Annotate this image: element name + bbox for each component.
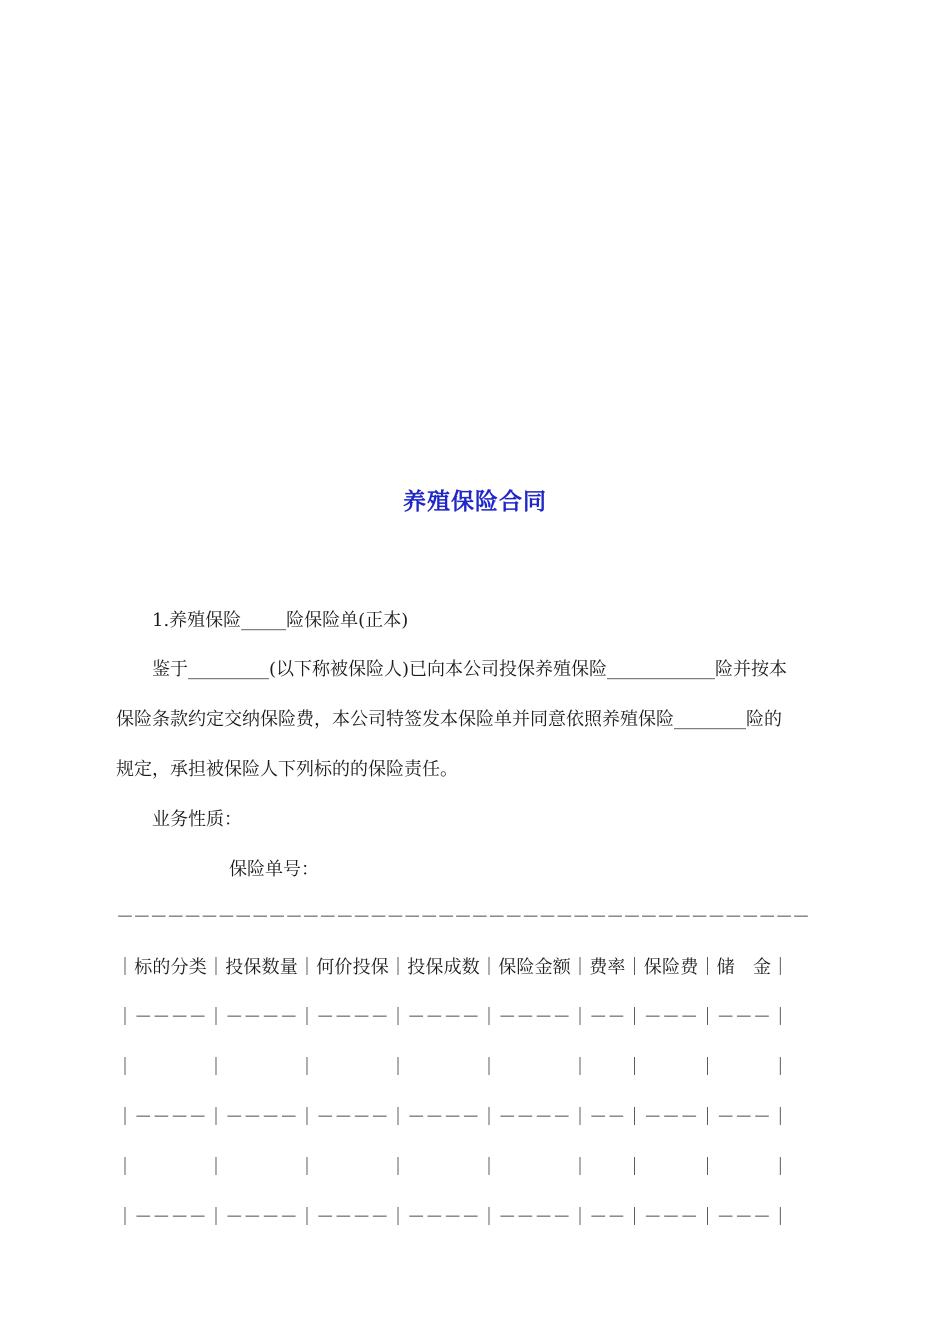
page-title: 养殖保险合同 — [403, 489, 547, 515]
table-separator-row: ｜－－－－｜－－－－｜－－－－｜－－－－｜－－－－｜－－｜－－－｜－－－｜ — [116, 1107, 790, 1128]
section-heading: 1.养殖保险_____险保险单(正本) — [152, 610, 409, 631]
policy-number-label: 保险单号： — [229, 859, 319, 880]
body-paragraph-line-1: 鉴于_________(以下称被保险人)已向本公司投保养殖保险____________险并按本 — [152, 659, 788, 680]
body-paragraph-line-2: 保险条款约定交纳保险费，本公司特签发本保险单并同意依照养殖保险________险的 — [116, 709, 782, 730]
table-separator-row: ｜－－－－｜－－－－｜－－－－｜－－－－｜－－－－｜－－｜－－－｜－－－｜ — [116, 1207, 790, 1228]
table-header-row: ｜标的分类｜投保数量｜何价投保｜投保成数｜保险金额｜费率｜保险费｜储 金｜ — [116, 957, 790, 978]
table-separator-row: ｜－－－－｜－－－－｜－－－－｜－－－－｜－－－－｜－－｜－－－｜－－－｜ — [116, 1007, 790, 1028]
table-row: ｜ ｜ ｜ ｜ ｜ ｜ ｜ ｜ ｜ — [116, 1157, 790, 1178]
body-paragraph-line-3: 规定，承担被保险人下列标的的保险责任。 — [116, 759, 458, 780]
table-top-rule: －－－－－－－－－－－－－－－－－－－－－－－－－－－－－－－－－－－－－－－－－ — [116, 907, 809, 928]
table-row: ｜ ｜ ｜ ｜ ｜ ｜ ｜ ｜ ｜ — [116, 1057, 790, 1078]
business-nature-label: 业务性质： — [152, 809, 242, 830]
